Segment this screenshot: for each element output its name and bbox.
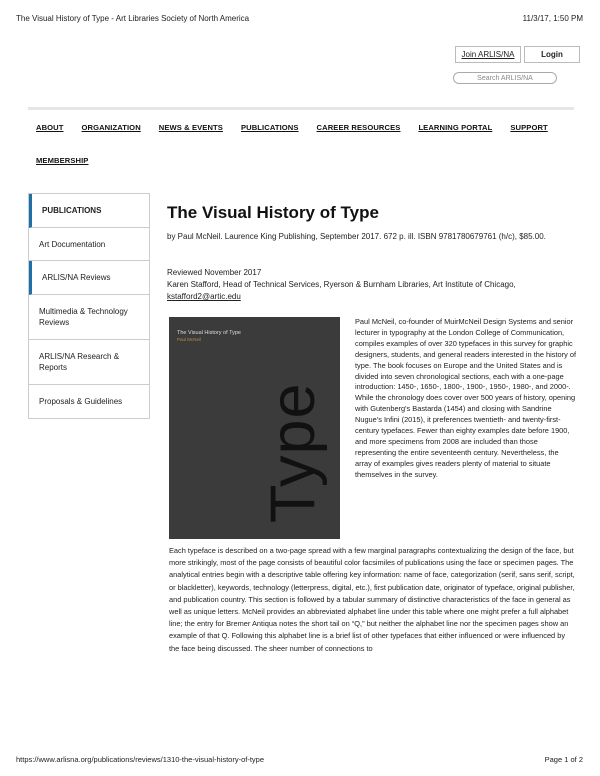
nav-about[interactable]: ABOUT xyxy=(36,123,64,132)
cover-type-word: Type xyxy=(258,382,328,523)
nav-news-events[interactable]: NEWS & EVENTS xyxy=(158,123,223,132)
main-nav xyxy=(36,123,576,132)
search-input[interactable]: Search ARLIS/NA xyxy=(453,72,557,84)
print-datetime: 11/3/17, 1:50 PM xyxy=(522,14,583,23)
main-nav-row2 xyxy=(36,150,576,168)
sidebar-item-research-reports[interactable]: ARLIS/NA Research & Reports xyxy=(29,340,149,385)
nav-organization[interactable]: ORGANIZATION xyxy=(81,123,141,132)
print-page-number: Page 1 of 2 xyxy=(544,755,583,764)
review-paragraph-1: Paul McNeil, co-founder of MuirMcNeil Design Systems and senior lecturer in typography at the London College of Communication, compiles examples of over 320 typefaces in this survey for graphic designers, students, and general readers interested in the history of type. The book focuses on Europe and the United States and is divided into seven chronological sections, each with a one-page introduction: 1450-, 1650-, 1800-, 1900-, 1950-, 1980-, and 2000-. While the chronology does cover over 500 years of history, opening with Gutenberg's Bastarda (1454) and closing with Sandrine Nugue's Infini (2015), it preferences twentieth- and twenty-first-century typefaces. Fewer than eighty examples date before 1900, and more specimens from 2008 are included than those representing the entire seventeenth century. Nevertheless, the array of examples gives readers plenty of material to situate themselves in the survey. xyxy=(355,317,577,479)
book-citation: by Paul McNeil. Laurence King Publishing, September 2017. 672 p. ill. ISBN 9781780679761 (h/c), $85.00. xyxy=(167,232,546,241)
reviewed-date: Reviewed November 2017 xyxy=(167,268,262,277)
header-divider xyxy=(28,107,574,110)
sidebar-item-publications[interactable]: PUBLICATIONS xyxy=(29,194,149,228)
nav-membership[interactable]: MEMBERSHIP xyxy=(36,156,89,165)
print-url: https://www.arlisna.org/publications/reviews/1310-the-visual-history-of-type xyxy=(16,755,265,764)
nav-support[interactable]: SUPPORT xyxy=(510,123,548,132)
nav-career-resources[interactable]: CAREER RESOURCES xyxy=(316,123,401,132)
print-page-title: The Visual History of Type - Art Libraries Society of North America xyxy=(16,14,250,23)
sidebar-item-art-documentation[interactable]: Art Documentation xyxy=(29,228,149,261)
reviewer-email-link[interactable]: kstafford2@artic.edu xyxy=(167,292,241,301)
review-info xyxy=(167,267,567,303)
nav-learning-portal[interactable]: LEARNING PORTAL xyxy=(418,123,493,132)
sidebar-item-multimedia-technology-reviews[interactable]: Multimedia & Technology Reviews xyxy=(29,295,149,340)
sidebar-item-arlis-na-reviews[interactable]: ARLIS/NA Reviews xyxy=(29,261,149,295)
nav-publications[interactable]: PUBLICATIONS xyxy=(240,123,299,132)
reviewer: Karen Stafford, Head of Technical Services, Ryerson & Burnham Libraries, Art Institute of Chicago, xyxy=(167,280,516,289)
join-link[interactable]: Join ARLIS/NA xyxy=(455,46,521,63)
sidebar xyxy=(28,193,150,419)
cover-author: Paul McNeil xyxy=(177,337,202,342)
cover-title: The Visual History of Type xyxy=(177,330,241,336)
page-title: The Visual History of Type xyxy=(167,203,379,222)
book-cover-image xyxy=(169,317,340,539)
sidebar-item-proposals-guidelines[interactable]: Proposals & Guidelines xyxy=(39,397,123,406)
review-paragraph-2: Each typeface is described on a two-page spread with a few marginal paragraphs contextualizing the design of the face, but more strikingly, most of the page consists of beautiful color facsimiles of publications using the face or specimen pages. The analytical entries begin with a descriptive table offering key information: name of face, categorization (serif, sans serif, script, or blackletter), keywords, technology (letterpress, digital, etc.), first publication date, originator of typeface, original publisher, and publication country. This section is followed by a tabular summary of distinctive characteristics of the face in general as well as unique letters. McNeil provides an abbreviated alphabet line under this table where one might prefer a full alphabet line; the entry for Bremer Antiqua notes the short tail on “Q,” but neither the alphabet line nor the specimen pages show an example of that Q. Following this alphabet line is a brief list of other typefaces that either influenced or were influenced by the face being discussed. The sheer number of connections to xyxy=(169,546,575,653)
login-button[interactable]: Login xyxy=(524,46,580,63)
